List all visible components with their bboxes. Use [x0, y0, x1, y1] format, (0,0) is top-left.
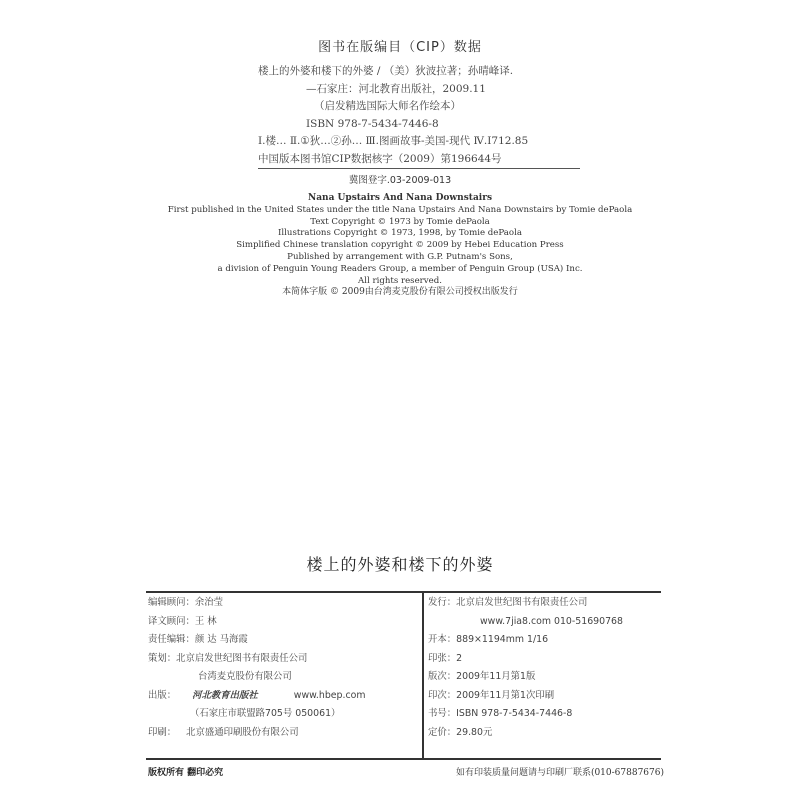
left-column — [148, 594, 366, 742]
license-line: 本简体字版 © 2009由台湾麦克股份有限公司授权出版发行 — [282, 287, 518, 298]
cip-line-series: （启发精选国际大师名作绘本） — [314, 100, 461, 112]
cip-record — [258, 63, 528, 168]
table-row: 开本：889×1194mm 1/16 — [428, 634, 549, 645]
table-row: 编辑顾问：余治莹 — [148, 597, 224, 608]
copyright-line: Published by arrangement with G.P. Putnam's Sons, — [287, 251, 513, 262]
table-row: 印张：2 — [428, 652, 463, 664]
cip-title: 图书在版编目（CIP）数据 — [318, 40, 482, 55]
copyright-line: Simplified Chinese translation copyright © 2009 by Hebei Education Press — [236, 240, 564, 251]
copyright-line: Illustrations Copyright © 1973, 1998, by Tomie dePaola — [278, 228, 522, 239]
cip-line-publisher: —石家庄：河北教育出版社，2009.11 — [306, 82, 486, 95]
cip-line-record-number: 中国版本图书馆CIP数据核字（2009）第196644号 — [258, 152, 502, 165]
registration-number: 冀图登字.03-2009-013 — [348, 175, 452, 186]
table-row: 书号：ISBN 978-7-5434-7446-8 — [428, 708, 573, 719]
cip-line-classification: Ⅰ.楼… Ⅱ.①狄…②孙… Ⅲ.图画故事-美国-现代 Ⅳ.I712.85 — [258, 135, 529, 147]
copyright-block — [0, 193, 800, 299]
table-row: 策划：北京启发世纪图书有限责任公司 — [148, 652, 308, 664]
cip-divider — [258, 168, 580, 169]
table-row: www.7jia8.com 010-51690768 — [480, 615, 623, 627]
book-title: 楼上的外婆和楼下的外婆 — [306, 555, 494, 574]
table-row: 定价：29.80元 — [428, 726, 493, 738]
copyright-line: All rights reserved. — [358, 275, 442, 286]
copyright-line: Text Copyright © 1973 by Tomie dePaola — [310, 216, 490, 227]
table-row: 发行：北京启发世纪图书有限责任公司 — [428, 597, 588, 608]
table-row: 责任编辑：颜 达 马海霞 — [148, 634, 248, 645]
quality-contact: 如有印装质量问题请与印刷厂联系(010-67887676) — [455, 768, 664, 778]
cip-line-title: 楼上的外婆和楼下的外婆 / （美）狄波拉著；孙晴峰译. — [258, 65, 514, 77]
table-bottom-rule — [146, 758, 661, 760]
table-column-divider — [422, 593, 424, 758]
table-row: （石家庄市联盟路705号 050061） — [190, 708, 341, 719]
table-row: 印刷： 北京盛通印刷股份有限公司 — [148, 726, 299, 738]
table-row: 印次：2009年11月第1次印刷 — [428, 689, 555, 701]
table-row: 版次：2009年11月第1版 — [428, 671, 536, 682]
right-column — [428, 594, 623, 742]
table-row: 台湾麦克股份有限公司 — [198, 671, 292, 682]
copyright-line: a division of Penguin Young Readers Group, a member of Penguin Group (USA) Inc. — [217, 263, 583, 274]
table-row: 出版： 河北教育出版社 www.hbep.com — [148, 689, 366, 701]
copyright-notice: 版权所有 翻印必究 — [148, 768, 224, 778]
copyright-line: First published in the United States under the title Nana Upstairs And Nana Downstairs by Tomie dePaola — [167, 204, 633, 215]
publisher-calligraphy: 河北教育出版社 — [192, 689, 258, 701]
table-top-rule — [146, 591, 661, 593]
english-title: Nana Upstairs And Nana Downstairs — [307, 193, 493, 203]
cip-line-isbn: ISBN 978-7-5434-7446-8 — [306, 117, 439, 130]
table-row: 译文顾问：王 林 — [148, 615, 217, 627]
